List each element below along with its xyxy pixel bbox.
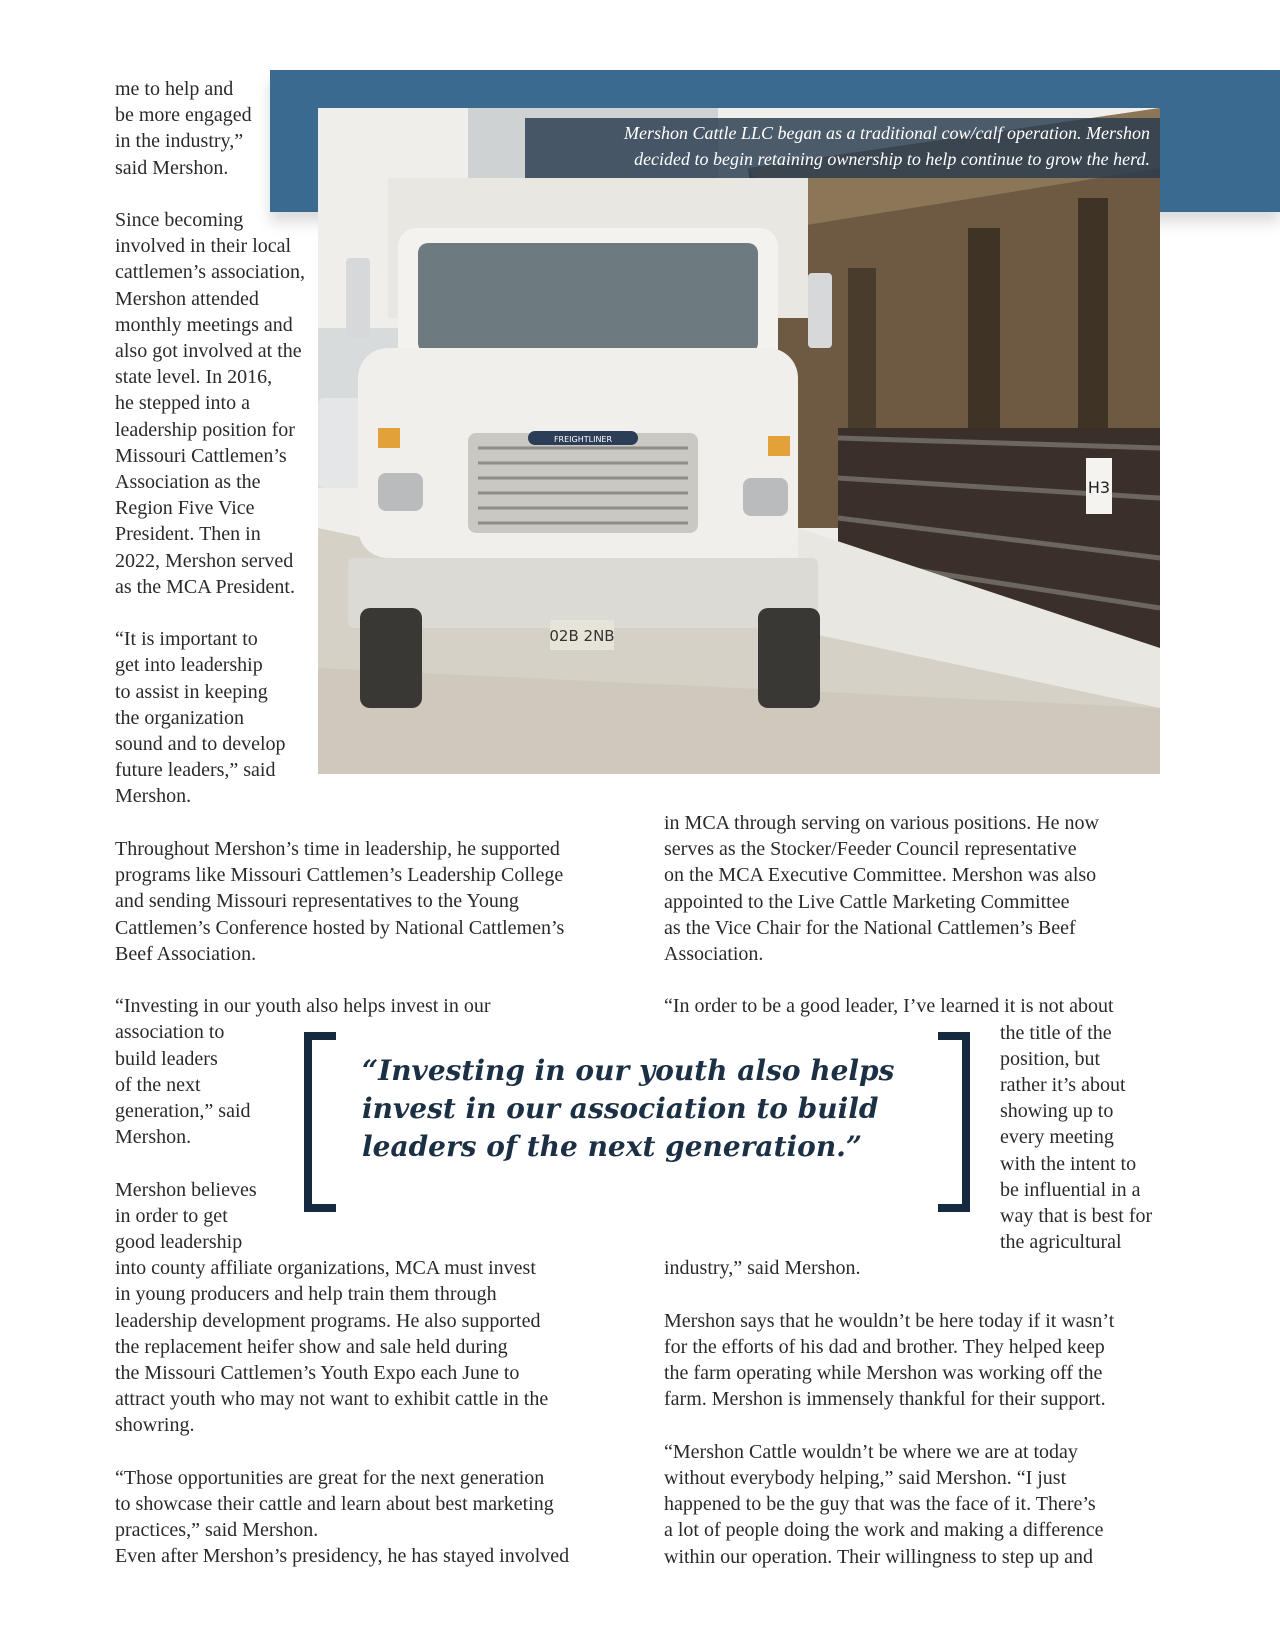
text-line: build leaders bbox=[115, 1047, 218, 1070]
text-line: association to bbox=[115, 1021, 225, 1044]
text-line: Association as the bbox=[115, 471, 261, 494]
text-line: practices,” said Mershon. bbox=[115, 1519, 319, 1542]
text-line: Mershon says that he wouldn’t be here today if it wasn’t bbox=[664, 1309, 1115, 1332]
paragraph-programs bbox=[115, 836, 635, 967]
text-line: “It is important to bbox=[115, 628, 258, 651]
paragraph-believes bbox=[115, 1177, 635, 1439]
paragraph-family bbox=[664, 1308, 1184, 1413]
text-line: Mershon. bbox=[115, 785, 192, 808]
text-line: programs like Missouri Cattlemen’s Leadership College bbox=[115, 864, 564, 887]
text-line: Cattlemen’s Conference hosted by National Cattlemen’s bbox=[115, 916, 565, 939]
truck-feedlot-photo bbox=[318, 108, 1160, 774]
text-line: “Mershon Cattle wouldn’t be where we are at today bbox=[664, 1440, 1078, 1463]
photo-illustration bbox=[318, 108, 1160, 774]
text-line: good leadership bbox=[115, 1231, 243, 1254]
text-line: without everybody helping,” said Mershon. “I just bbox=[664, 1467, 1067, 1490]
text-line: a lot of people doing the work and making a difference bbox=[664, 1519, 1104, 1542]
text-line: get into leadership bbox=[115, 654, 263, 677]
paragraph-positions bbox=[664, 810, 1184, 967]
text-line: as the MCA President. bbox=[115, 575, 295, 598]
text-line: Mershon attended bbox=[115, 287, 259, 310]
text-line: he stepped into a bbox=[115, 392, 250, 415]
text-line: the replacement heifer show and sale held during bbox=[115, 1335, 508, 1358]
text-line: showring. bbox=[115, 1414, 195, 1437]
text-line: attract youth who may not want to exhibit cattle in the bbox=[115, 1388, 549, 1411]
text-line: sound and to develop bbox=[115, 733, 286, 756]
text-line: and sending Missouri representatives to the Young bbox=[115, 890, 519, 913]
text-line: Beef Association. bbox=[115, 942, 257, 965]
article-column-right bbox=[664, 810, 1184, 1570]
front-left-tire bbox=[360, 608, 422, 708]
text-line: 2022, Mershon served bbox=[115, 549, 294, 572]
paragraph-continuation bbox=[115, 76, 305, 181]
text-line: way that is best for bbox=[1000, 1205, 1153, 1228]
text-line: with the intent to bbox=[1000, 1152, 1137, 1175]
text-line: the organization bbox=[115, 706, 245, 729]
pull-quote: “Investing in our youth also helps invest in our association to build leaders of the next generation.” bbox=[362, 1054, 895, 1163]
text-line: position, but bbox=[1000, 1047, 1101, 1070]
truck-brand-badge: FREIGHTLINER bbox=[553, 435, 613, 444]
text-line: industry,” said Mershon. bbox=[664, 1257, 861, 1280]
white-truck bbox=[346, 178, 832, 708]
text-line: cattlemen’s association, bbox=[115, 261, 305, 284]
paragraph-leadership-quote bbox=[115, 626, 305, 809]
text-line: also got involved at the bbox=[115, 340, 302, 363]
text-line: leadership position for bbox=[115, 418, 295, 441]
text-line: to showcase their cattle and learn about best marketing bbox=[115, 1493, 554, 1516]
license-plate: 02B 2NB bbox=[549, 627, 615, 645]
text-line: Association. bbox=[664, 943, 764, 966]
text-line: of the next bbox=[115, 1073, 201, 1096]
text-line: the agricultural bbox=[1000, 1231, 1122, 1254]
text-line: President. Then in bbox=[115, 523, 261, 546]
text-line: within our operation. Their willingness to step up and bbox=[664, 1545, 1094, 1568]
caption-line: Mershon Cattle LLC began as a traditional cow/calf operation. Mershon bbox=[624, 123, 1150, 143]
text-line: serves as the Stocker/Feeder Council representative bbox=[664, 838, 1077, 861]
text-line: be more engaged bbox=[115, 104, 252, 127]
left-bracket bbox=[300, 1032, 340, 1212]
caption-line: decided to begin retaining ownership to help continue to grow the herd. bbox=[634, 149, 1150, 169]
text-line: the title of the bbox=[1000, 1021, 1112, 1044]
text-line: into county affiliate organizations, MCA must invest bbox=[115, 1257, 536, 1280]
text-line: Missouri Cattlemen’s bbox=[115, 444, 287, 467]
text-line: future leaders,” said bbox=[115, 759, 276, 782]
text-line: monthly meetings and bbox=[115, 313, 293, 336]
text-line: Region Five Vice bbox=[115, 497, 255, 520]
text-line: me to help and bbox=[115, 78, 234, 100]
text-line: the farm operating while Mershon was working off the bbox=[664, 1362, 1103, 1385]
text-line: rather it’s about bbox=[1000, 1074, 1126, 1097]
article-column-top-left bbox=[115, 76, 305, 836]
text-line: in MCA through serving on various positions. He now bbox=[664, 812, 1099, 834]
paragraph-opportunities bbox=[115, 1465, 635, 1544]
text-line: leadership development programs. He also supported bbox=[115, 1309, 541, 1332]
text-line: be influential in a bbox=[1000, 1178, 1141, 1201]
text-line: every meeting bbox=[1000, 1126, 1114, 1149]
paragraph-involvement bbox=[115, 207, 305, 600]
text-line: in young producers and help train them through bbox=[115, 1283, 497, 1306]
text-line: farm. Mershon is immensely thankful for their support. bbox=[664, 1388, 1106, 1411]
text-line: Throughout Mershon’s time in leadership, he supported bbox=[115, 838, 560, 860]
photo-caption bbox=[525, 118, 1160, 178]
text-line: Even after Mershon’s presidency, he has stayed involved bbox=[115, 1545, 570, 1568]
pen-sign: H3 bbox=[1087, 478, 1111, 497]
text-line: Since becoming bbox=[115, 209, 244, 231]
paragraph-everybody-helping bbox=[664, 1439, 1184, 1570]
text-line: Mershon. bbox=[115, 1126, 192, 1149]
text-line: “In order to be a good leader, I’ve learned it is not about bbox=[664, 995, 1114, 1018]
text-line: on the MCA Executive Committee. Mershon was also bbox=[664, 864, 1097, 887]
text-line: said Mershon. bbox=[115, 156, 229, 179]
right-bracket bbox=[934, 1032, 974, 1212]
text-line: “Those opportunities are great for the next generation bbox=[115, 1466, 545, 1489]
text-line: involved in their local bbox=[115, 235, 292, 258]
text-line: happened to be the guy that was the face of it. There’s bbox=[664, 1493, 1096, 1516]
text-line: the Missouri Cattlemen’s Youth Expo each June to bbox=[115, 1362, 520, 1385]
text-line: state level. In 2016, bbox=[115, 366, 273, 389]
front-right-tire bbox=[758, 608, 820, 708]
text-line: Mershon believes bbox=[115, 1178, 257, 1201]
text-line: in order to get bbox=[115, 1204, 228, 1227]
article-column-left bbox=[115, 836, 635, 1570]
text-line: “Investing in our youth also helps invest in our bbox=[115, 995, 491, 1018]
text-line: showing up to bbox=[1000, 1100, 1114, 1123]
text-line: appointed to the Live Cattle Marketing Committee bbox=[664, 890, 1070, 913]
text-line: to assist in keeping bbox=[115, 680, 268, 703]
text-line: as the Vice Chair for the National Cattlemen’s Beef bbox=[664, 916, 1076, 939]
text-line: generation,” said bbox=[115, 1100, 251, 1123]
text-line: in the industry,” bbox=[115, 130, 244, 153]
text-line: for the efforts of his dad and brother. They helped keep bbox=[664, 1336, 1105, 1359]
paragraph-presidency bbox=[115, 1543, 635, 1569]
